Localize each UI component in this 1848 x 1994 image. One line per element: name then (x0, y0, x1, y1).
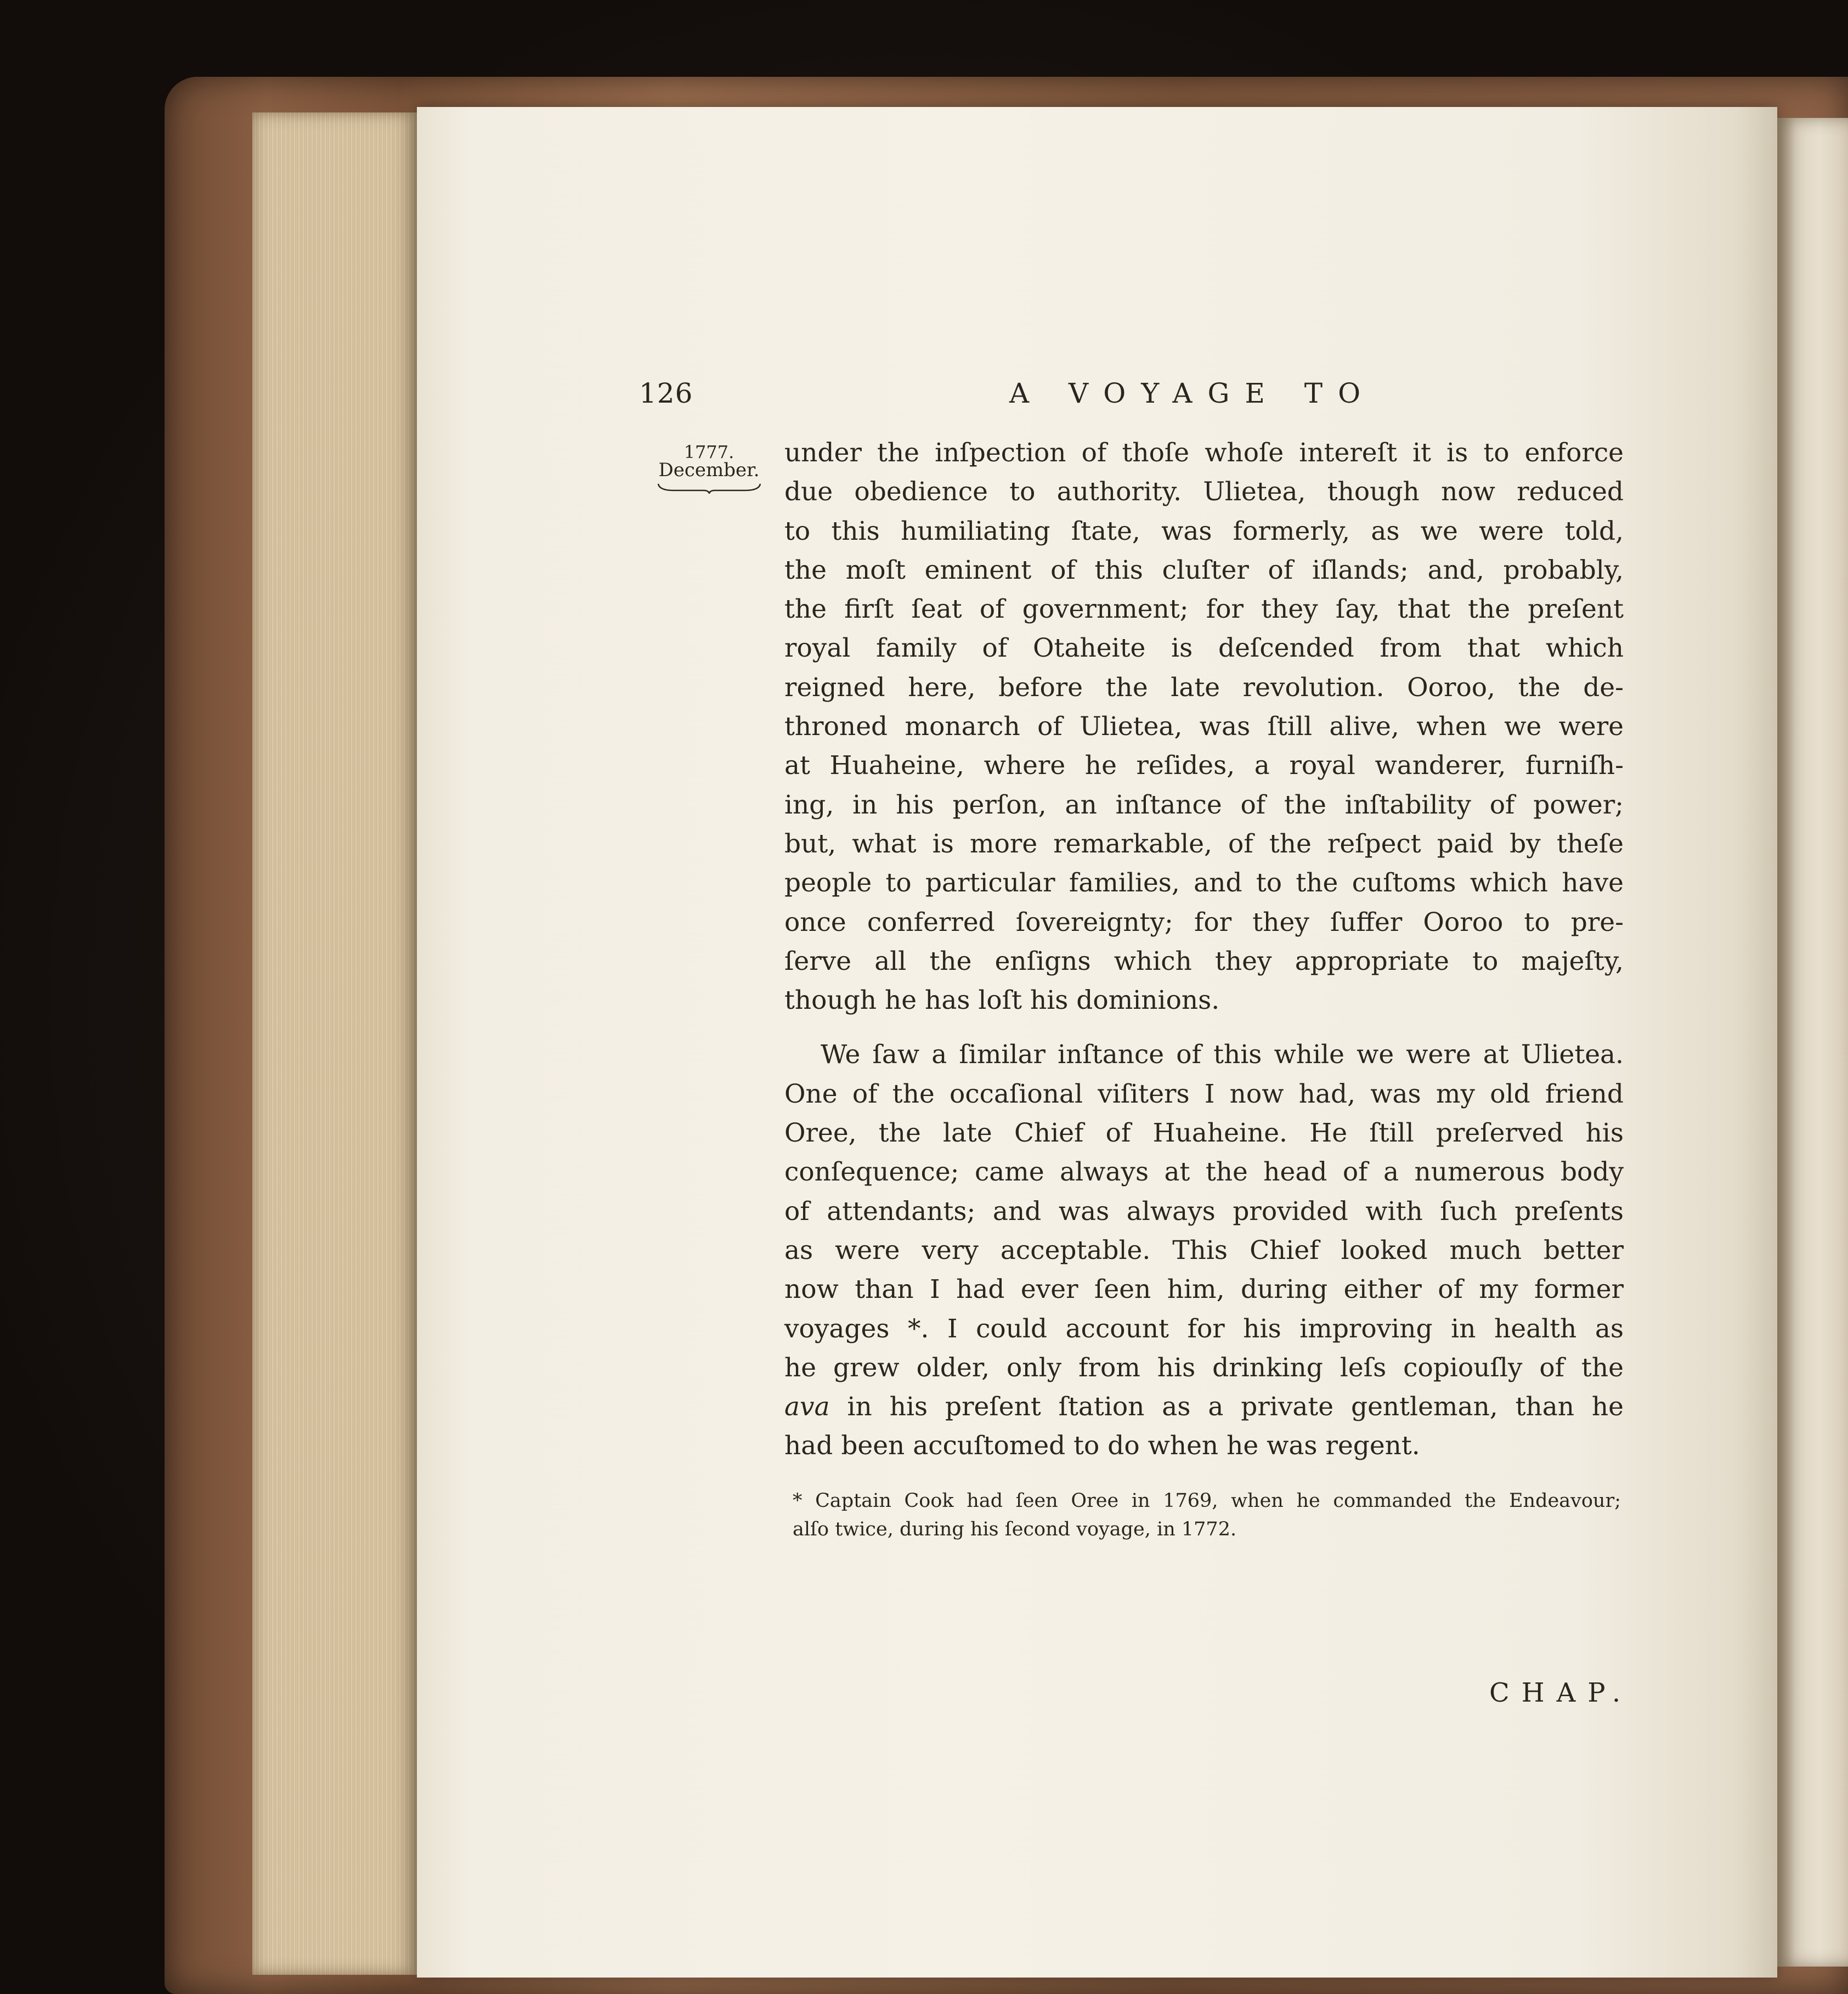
text-line: conſequence; came always at the head of a numerous body (784, 1157, 1624, 1188)
text-line: reigned here, before the late revolution. Ooroo, the de- (784, 672, 1624, 703)
footnote-line: alſo twice, during his ſecond voyage, in 1772. (793, 1518, 1237, 1540)
text-line: throned monarch of Ulietea, was ſtill alive, when we were (784, 711, 1624, 742)
text-line: now than I had ever ſeen him, during either of my former (784, 1274, 1624, 1305)
facing-page-edge (1777, 118, 1848, 1967)
text-line: voyages *. I could account for his improving in health as (784, 1313, 1624, 1344)
text-line-rest: in his preſent ſtation as a private gentleman, than he (847, 1392, 1624, 1422)
text-line: the moſt eminent of this cluſter of iſlands; and, probably, (784, 555, 1624, 585)
text-line: due obedience to authority. Ulietea, though now reduced (784, 477, 1624, 507)
running-head: A VOYAGE TO (1009, 377, 1376, 409)
text-line: at Huaheine, where he reſides, a royal wanderer, furniſh- (784, 750, 1624, 781)
margin-month: December. (658, 459, 760, 481)
body-text (784, 433, 1624, 1466)
text-line: One of the occaſional viſiters I now had, was my old friend (784, 1078, 1624, 1109)
italic-word: ava (784, 1392, 830, 1422)
text-line: but, what is more remarkable, of the reſpect paid by theſe (784, 828, 1624, 859)
text-line: the firſt ſeat of government; for they ſay, that the preſent (784, 594, 1624, 625)
paragraph-gap (784, 1020, 1624, 1035)
text-line-with-italic (784, 1387, 1624, 1426)
text-line: under the inſpection of thoſe whoſe intereſt it is to enforce (784, 438, 1624, 468)
page-number: 126 (639, 377, 693, 409)
text-line: he grew older, only from his drinking leſs copiouſly of the (784, 1352, 1624, 1383)
text-line: to this humiliating ſtate, was formerly, as we were told, (784, 516, 1624, 546)
margin-note (650, 443, 768, 494)
margin-year: 1777. (683, 442, 734, 462)
text-line: of attendants; and was always provided with ſuch preſents (784, 1196, 1624, 1227)
text-line: ing, in his perſon, an inſtance of the inſtability of power; (784, 789, 1624, 820)
text-line: ſerve all the enſigns which they appropriate to majeſty, (784, 946, 1624, 976)
text-line: We ſaw a ſimilar inſtance of this while we were at Ulietea. (821, 1040, 1624, 1070)
page-edges (252, 112, 417, 1975)
text-line: Oree, the late Chief of Huaheine. He ſtill preſerved his (784, 1118, 1624, 1149)
brace-icon (657, 482, 761, 494)
text-line: had been accuſtomed to do when he was regent. (784, 1431, 1420, 1461)
text-line: once conferred ſovereignty; for they ſuffer Ooroo to pre- (784, 907, 1624, 937)
footnote-line: * Captain Cook had ſeen Oree in 1769, when he commanded the Endeavour; (793, 1490, 1621, 1512)
text-line: royal family of Otaheite is deſcended from that which (784, 633, 1624, 664)
text-line: though he has loſt his dominions. (784, 985, 1220, 1016)
text-line: people to particular families, and to the cuſtoms which have (784, 868, 1624, 899)
footnote (793, 1487, 1621, 1544)
catchword: CHAP. (1489, 1677, 1633, 1708)
text-line: as were very acceptable. This Chief looked much better (784, 1235, 1624, 1266)
